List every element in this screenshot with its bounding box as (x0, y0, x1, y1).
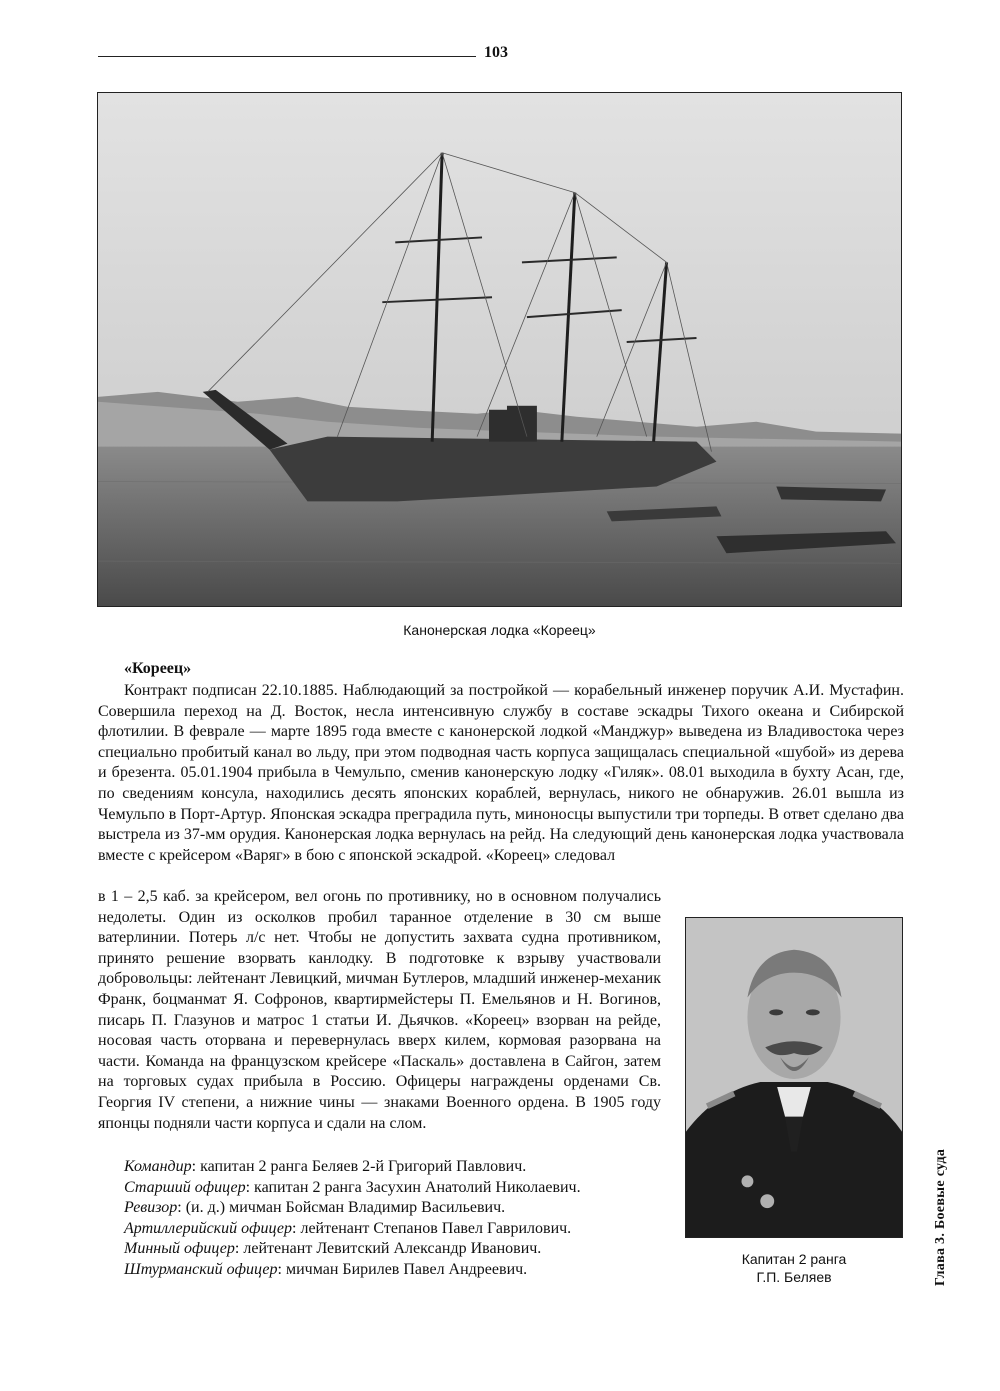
gunboat-photo-image (98, 93, 901, 606)
paragraph-main: Контракт подписан 22.10.1885. Наблюдающий за постройкой — корабельный инженер поручик А.И. Мустафин. Совершила переход на Д. Восток, несла интенсивную службу в составе эскадры Тихого океана и Сибирской флотилии. В феврале — марте 1895 года вместе с канонерской лодкой «Манджур» выведена из Владивостока через специально пробитый канал во льду, при этом подводная часть корпуса защищалась специальной «шубой» из дерева и брезента. 05.01.1904 прибыла в Чемульпо, сменив канонерскую лодку «Гиляк». 08.01 выходила в бухту Асан, где, по сведениям консула, находились десять японских кораблей, вернулась, никого не обнаружив. 26.01 вышла из Чемульпо в Порт-Артур. Японская эскадра преградила путь, миноносцы выпустили три торпеды. В ответ сделано два выстрела из 37-мм орудия. Канонерская лодка вернулась на рейд. На следующий день канонерская лодка участвовала вместе с крейсером «Варяг» в бою с японской эскадрой. «Кореец» следовал (98, 682, 904, 864)
officer-line (124, 1198, 684, 1219)
officer-role: Артиллерийский офицер (124, 1219, 293, 1237)
officer-role: Штурманский офицер (124, 1260, 278, 1278)
officer-line (124, 1260, 684, 1281)
officer-line (124, 1239, 684, 1260)
officer-name: : (и. д.) мичман Бойсман Владимир Васильевич. (177, 1199, 506, 1217)
page-number: 103 (484, 44, 508, 61)
portrait-photo (685, 917, 903, 1238)
officer-role: Ревизор (124, 1199, 178, 1217)
portrait-caption-line2: Г.П. Беляев (756, 1269, 832, 1285)
officer-name: : лейтенант Левитский Александр Иванович. (234, 1240, 542, 1258)
officer-line (124, 1157, 684, 1178)
officer-name: : лейтенант Степанов Павел Гаврилович. (292, 1219, 572, 1237)
officer-role: Минный офицер (124, 1240, 235, 1258)
paragraph-continued: в 1 – 2,5 каб. за крейсером, вел огонь по противнику, но в основном получались недолеты. Один из осколков пробил таранное отделение в 30 см выше ватерлинии. Потерь л/с нет. Чтобы не допустить захвата судна противником, принято решение взорвать канлодку. В подготовке к взрыву участвовали добровольцы: лейтенант Левицкий, мичман Бутлеров, младший инженер-механик Франк, боцманмат Я. Софронов, квартирмейстеры П. Емельянов и Н. Вогинов, писарь П. Глазунов и матрос 1 статьи И. Дьячков. «Кореец» взорван на рейде, носовая часть оторвана и перевернулась вверх килем, кормовая разорвана на части. Команда на французском крейсере «Паскаль» доставлена в Сайгон, затем на торговых судах прибыла в Россию. Офицеры награждены орденами Св. Георгия IV степени, а нижние чины — знаками Военного ордена. В 1905 году японцы подняли части корпуса и сдали на слом. (98, 888, 661, 1132)
officer-line (124, 1178, 684, 1199)
officer-role: Старший офицер (124, 1178, 246, 1196)
officer-role: Командир (124, 1158, 192, 1175)
officer-list (124, 1157, 684, 1281)
chapter-running-head: Глава 3. Боевые суда (933, 1148, 948, 1286)
portrait-caption (685, 1250, 903, 1286)
section-title: «Кореец» (124, 660, 192, 677)
gunboat-photo (97, 92, 902, 607)
officer-name: : капитан 2 ранга Засухин Анатолий Николаевич. (245, 1178, 581, 1196)
photo-caption: Канонерская лодка «Кореец» (403, 622, 596, 638)
officer-name: : мичман Бирилев Павел Андреевич. (277, 1260, 528, 1278)
portrait-image (686, 918, 902, 1237)
officer-line (124, 1219, 684, 1240)
header-rule (98, 56, 476, 57)
officer-name: : капитан 2 ранга Беляев 2-й Григорий Павлович. (191, 1158, 527, 1175)
portrait-caption-line1: Капитан 2 ранга (741, 1251, 847, 1267)
